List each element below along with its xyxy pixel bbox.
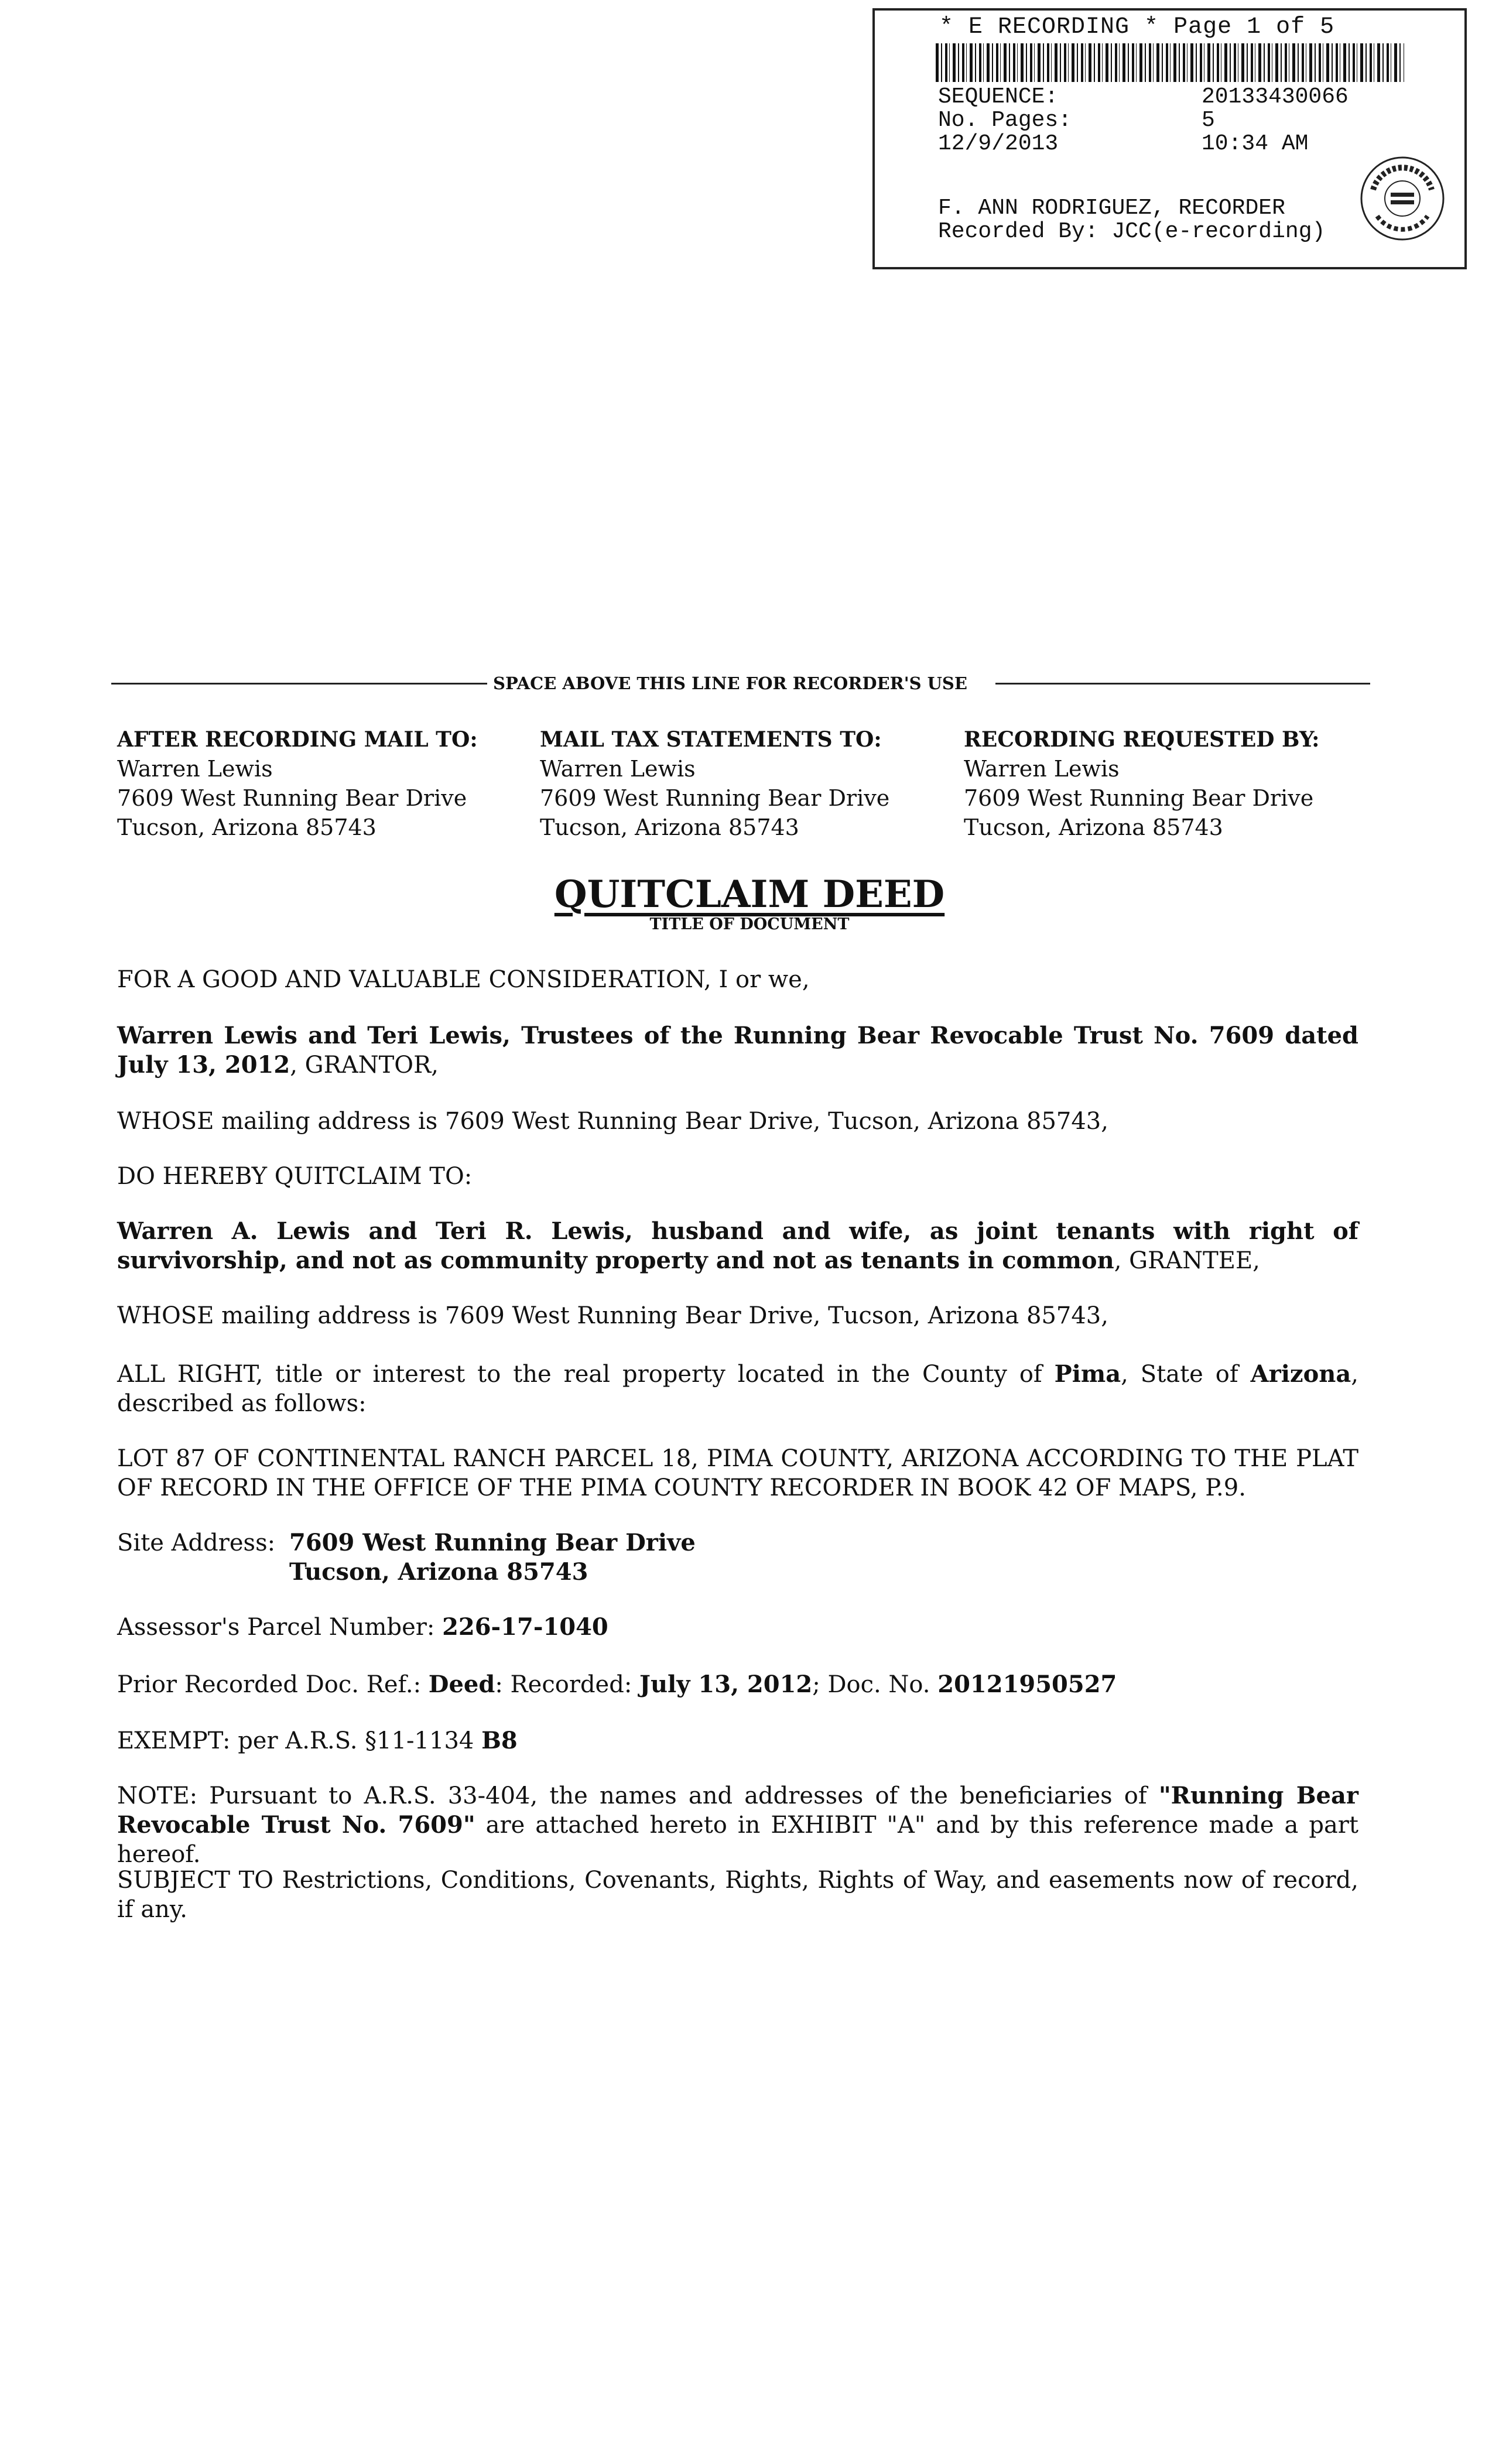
grantor-clause	[117, 1021, 1358, 1080]
recording-time: 10:34 AM	[1202, 131, 1309, 156]
mail-tax-statements-to	[540, 725, 889, 842]
county-name: Pima	[1054, 1360, 1121, 1388]
exempt-label: EXEMPT: per A.R.S. §11-1134	[117, 1727, 482, 1754]
exemption	[117, 1726, 1358, 1755]
note-text: NOTE: Pursuant to A.R.S. 33-404, the names and addresses of the beneficiaries of	[117, 1782, 1159, 1809]
site-address-line2: Tucson, Arizona 85743	[289, 1558, 588, 1586]
grantor-address: WHOSE mailing address is 7609 West Running Bear Drive, Tucson, Arizona 85743,	[117, 1108, 1108, 1135]
grantee-suffix: , GRANTEE,	[1114, 1247, 1260, 1274]
column-street: 7609 West Running Bear Drive	[117, 785, 467, 811]
subject-to-clause: SUBJECT TO Restrictions, Conditions, Covenants, Rights, Rights of Way, and easements now of record, if any.	[117, 1867, 1358, 1923]
grantor-name: Warren Lewis and Teri Lewis, Trustees of the Running Bear Revocable Trust No. 7609 dated July 13, 2012	[117, 1022, 1358, 1079]
column-city: Tucson, Arizona 85743	[540, 815, 799, 840]
prior-label: Prior Recorded Doc. Ref.:	[117, 1671, 429, 1698]
grantee-clause	[117, 1217, 1358, 1275]
site-address-label: Site Address:	[117, 1529, 276, 1556]
property-text: , State of	[1121, 1361, 1251, 1388]
column-city: Tucson, Arizona 85743	[964, 815, 1223, 840]
document-title: QUITCLAIM DEED	[554, 872, 945, 916]
sequence-label: SEQUENCE:	[938, 84, 1059, 109]
recorder-name: F. ANN RODRIGUEZ, RECORDER	[938, 196, 1285, 221]
separator-line-right	[995, 683, 1370, 685]
parcel-number: 226-17-1040	[442, 1613, 608, 1641]
property-clause	[117, 1360, 1358, 1418]
column-name: Warren Lewis	[964, 756, 1120, 782]
column-heading: MAIL TAX STATEMENTS TO:	[540, 727, 882, 752]
column-heading: AFTER RECORDING MAIL TO:	[117, 727, 478, 752]
column-city: Tucson, Arizona 85743	[117, 815, 377, 840]
separator-line-left	[111, 683, 487, 685]
property-text: ALL RIGHT, title or interest to the real property located in the County of	[117, 1361, 1055, 1388]
note-text: are attached hereto in EXHIBIT "A" and by this reference made a part hereof.	[117, 1812, 1358, 1868]
prior-recorded-ref	[117, 1670, 1358, 1699]
stamp-header: * E RECORDING * Page 1 of 5	[939, 14, 1335, 40]
site-address-line1: 7609 West Running Bear Drive	[289, 1529, 696, 1556]
grantee-name: Warren A. Lewis and Teri R. Lewis, husband and wife, as joint tenants with right of survivorship, and not as community property and not as tenants in common	[117, 1217, 1358, 1274]
property-text: , described as follows:	[117, 1361, 1358, 1417]
column-street: 7609 West Running Bear Drive	[540, 785, 890, 811]
grantor-suffix: , GRANTOR,	[290, 1052, 439, 1079]
recording-date: 12/9/2013	[938, 131, 1059, 156]
prior-doc-number: 20121950527	[937, 1671, 1117, 1698]
column-name: Warren Lewis	[117, 756, 273, 782]
prior-doc-label: ; Doc. No.	[812, 1671, 938, 1698]
recording-requested-by	[964, 725, 1319, 842]
pages-label: No. Pages:	[938, 108, 1072, 133]
legal-description: LOT 87 OF CONTINENTAL RANCH PARCEL 18, PIMA COUNTY, ARIZONA ACCORDING TO THE PLAT OF RECORD IN THE OFFICE OF THE PIMA COUNTY RECORDER IN BOOK 42 OF MAPS, P.9.	[117, 1445, 1358, 1501]
parcel-label: Assessor's Parcel Number:	[117, 1614, 443, 1641]
document-subtitle: TITLE OF DOCUMENT	[649, 915, 850, 933]
after-recording-mail-to	[117, 725, 478, 842]
recorded-by: Recorded By: JCC(e-recording)	[938, 219, 1326, 244]
exempt-code: B8	[481, 1727, 518, 1754]
quitclaim-to: DO HEREBY QUITCLAIM TO:	[117, 1163, 473, 1190]
barcode	[936, 43, 1404, 82]
column-street: 7609 West Running Bear Drive	[964, 785, 1314, 811]
pages-value: 5	[1202, 108, 1215, 133]
prior-recorded: : Recorded:	[495, 1671, 640, 1698]
trust-name: "Running Bear Revocable Trust No. 7609"	[117, 1782, 1358, 1839]
grantee-address: WHOSE mailing address is 7609 West Running Bear Drive, Tucson, Arizona 85743,	[117, 1302, 1108, 1329]
prior-deed: Deed	[428, 1671, 495, 1698]
beneficiaries-note	[117, 1781, 1358, 1869]
recorder-use-notice: SPACE ABOVE THIS LINE FOR RECORDER'S USE	[493, 673, 967, 693]
state-name: Arizona	[1250, 1360, 1351, 1388]
sequence-value: 20133430066	[1202, 84, 1349, 109]
site-address	[117, 1528, 1358, 1587]
county-seal-icon	[1358, 155, 1446, 242]
recording-stamp	[872, 8, 1467, 269]
column-heading: RECORDING REQUESTED BY:	[964, 727, 1320, 752]
column-name: Warren Lewis	[540, 756, 696, 782]
assessor-parcel	[117, 1613, 1358, 1642]
prior-date: July 13, 2012	[639, 1671, 813, 1698]
consideration-clause: FOR A GOOD AND VALUABLE CONSIDERATION, I or we,	[117, 966, 810, 993]
